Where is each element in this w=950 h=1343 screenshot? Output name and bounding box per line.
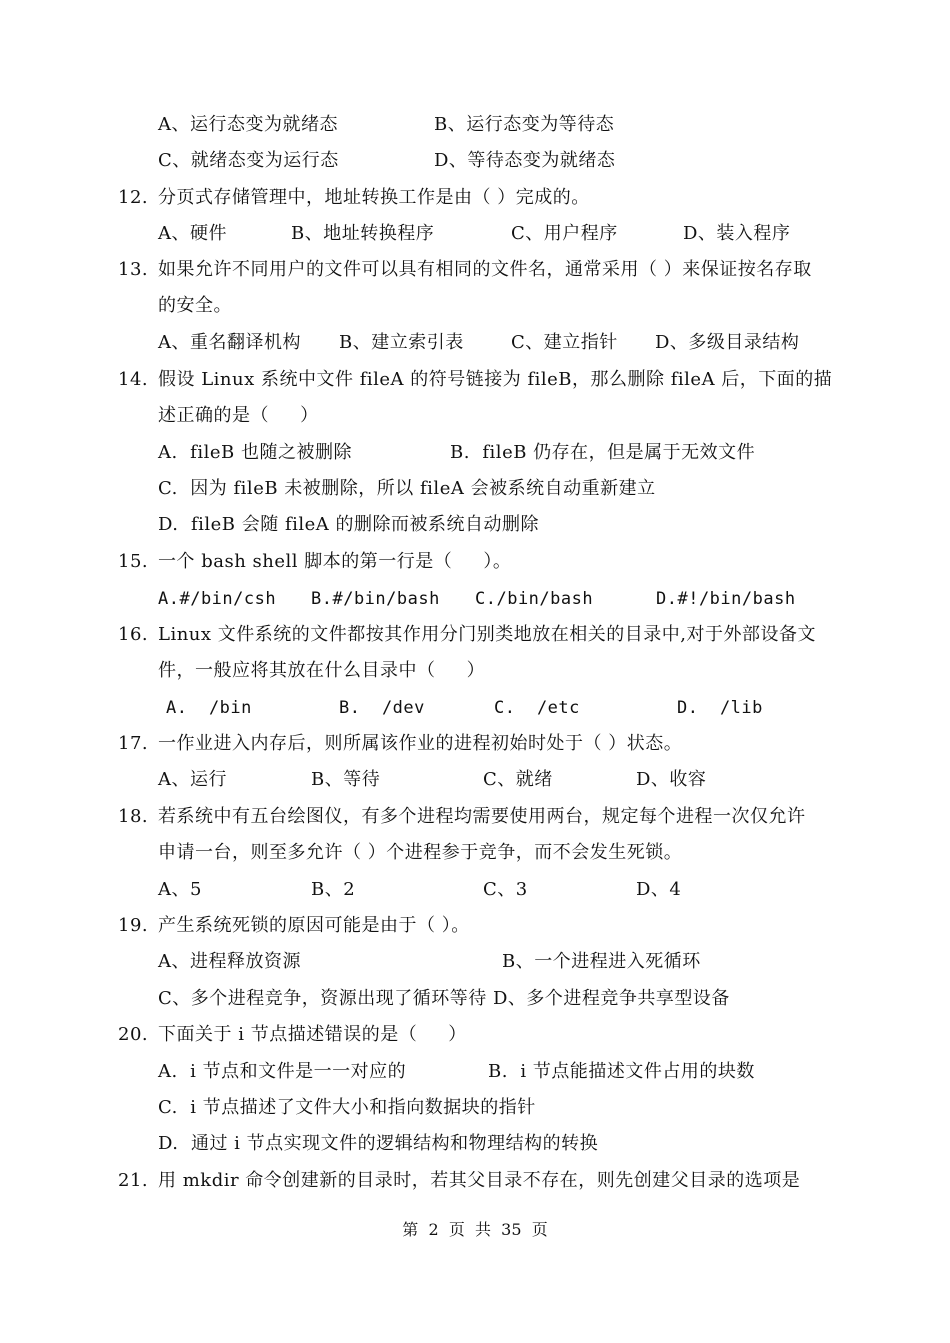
q16-option-a: A. /bin [166, 698, 252, 718]
q13-text-line1: 如果允许不同用户的文件可以具有相同的文件名，通常采用（ ）来保证按名存取 [158, 259, 812, 280]
q17-number: 17. [118, 733, 149, 754]
q18-text-line1: 若系统中有五台绘图仪，有多个进程均需要使用两台，规定每个进程一次仅允许 [158, 806, 806, 827]
q20-text: 下面关于 i 节点描述错误的是（ ） [158, 1024, 467, 1045]
q13-option-d: D、多级目录结构 [655, 332, 800, 353]
q16-option-c: C. /etc [494, 698, 580, 718]
q12-option-a: A、硬件 [158, 223, 227, 244]
page-footer: 第 2 页 共 35 页 [402, 1220, 548, 1239]
q18-option-b: B、2 [311, 879, 356, 900]
q13-option-b: B、建立索引表 [339, 332, 464, 353]
q20-option-c: C. i 节点描述了文件大小和指向数据块的指针 [158, 1097, 536, 1118]
q18-number: 18. [118, 806, 149, 827]
q12-option-c: C、用户程序 [511, 223, 618, 244]
q14-option-a: A. fileB 也随之被删除 [158, 442, 352, 463]
q15-option-d: D.#!/bin/bash [656, 589, 796, 609]
q17-option-c: C、就绪 [483, 769, 553, 790]
q18-option-a: A、5 [158, 879, 202, 900]
q14-option-c: C. 因为 fileB 未被删除，所以 fileA 会被系统自动重新建立 [158, 478, 656, 499]
q13-option-c: C、建立指针 [511, 332, 618, 353]
q13-option-a: A、重名翻译机构 [158, 332, 301, 353]
q17-option-a: A、运行 [158, 769, 227, 790]
q11-option-c: C、就绪态变为运行态 [158, 150, 339, 171]
q16-option-d: D. /lib [677, 698, 763, 718]
q14-number: 14. [118, 369, 149, 390]
q21-number: 21. [118, 1170, 149, 1191]
q12-text: 分页式存储管理中，地址转换工作是由（ ）完成的。 [158, 187, 590, 208]
q17-option-b: B、等待 [311, 769, 381, 790]
q20-option-b: B. i 节点能描述文件占用的块数 [488, 1061, 755, 1082]
q15-option-a: A.#/bin/csh [158, 589, 277, 609]
q20-option-a: A. i 节点和文件是一一对应的 [158, 1061, 407, 1082]
q13-number: 13. [118, 259, 149, 280]
q11-option-d: D、等待态变为就绪态 [434, 150, 616, 171]
q16-text-line1: Linux 文件系统的文件都按其作用分门别类地放在相关的目录中,对于外部设备文 [158, 624, 816, 645]
q15-option-b: B.#/bin/bash [311, 589, 440, 609]
q11-option-a: A、运行态变为就绪态 [158, 114, 338, 135]
q16-option-b: B. /dev [339, 698, 425, 718]
q15-option-c: C./bin/bash [475, 589, 594, 609]
q14-option-d: D. fileB 会随 fileA 的删除而被系统自动删除 [158, 514, 540, 535]
q20-option-d: D. 通过 i 节点实现文件的逻辑结构和物理结构的转换 [158, 1133, 599, 1154]
q19-option-cd: C、多个进程竞争，资源出现了循环等待 D、多个进程竞争共享型设备 [158, 988, 730, 1009]
q12-number: 12. [118, 187, 149, 208]
q19-number: 19. [118, 915, 149, 936]
q15-text: 一个 bash shell 脚本的第一行是（ ）。 [158, 551, 512, 572]
q14-option-b: B. fileB 仍存在，但是属于无效文件 [450, 442, 756, 463]
q12-option-d: D、装入程序 [683, 223, 791, 244]
q17-option-d: D、收容 [636, 769, 707, 790]
q13-text-line2: 的安全。 [158, 295, 232, 316]
q19-option-b: B、一个进程进入死循环 [502, 951, 701, 972]
q16-number: 16. [118, 624, 149, 645]
q20-number: 20. [118, 1024, 149, 1045]
q19-text: 产生系统死锁的原因可能是由于（ ）。 [158, 915, 470, 936]
q18-option-c: C、3 [483, 879, 528, 900]
q17-text: 一作业进入内存后，则所属该作业的进程初始时处于（ ）状态。 [158, 733, 683, 754]
q16-text-line2: 件，一般应将其放在什么目录中（ ） [158, 660, 486, 681]
q14-text-line2: 述正确的是（ ） [158, 405, 319, 426]
q21-text: 用 mkdir 命令创建新的目录时，若其父目录不存在，则先创建父目录的选项是 [158, 1170, 801, 1191]
q15-number: 15. [118, 551, 149, 572]
q12-option-b: B、地址转换程序 [291, 223, 435, 244]
q14-text-line1: 假设 Linux 系统中文件 fileA 的符号链接为 fileB，那么删除 fileA 后，下面的描 [158, 369, 833, 390]
q19-option-a: A、进程释放资源 [158, 951, 301, 972]
q18-option-d: D、4 [636, 879, 682, 900]
q11-option-b: B、运行态变为等待态 [434, 114, 615, 135]
q18-text-line2: 申请一台，则至多允许（ ）个进程参于竞争，而不会发生死锁。 [158, 842, 683, 863]
